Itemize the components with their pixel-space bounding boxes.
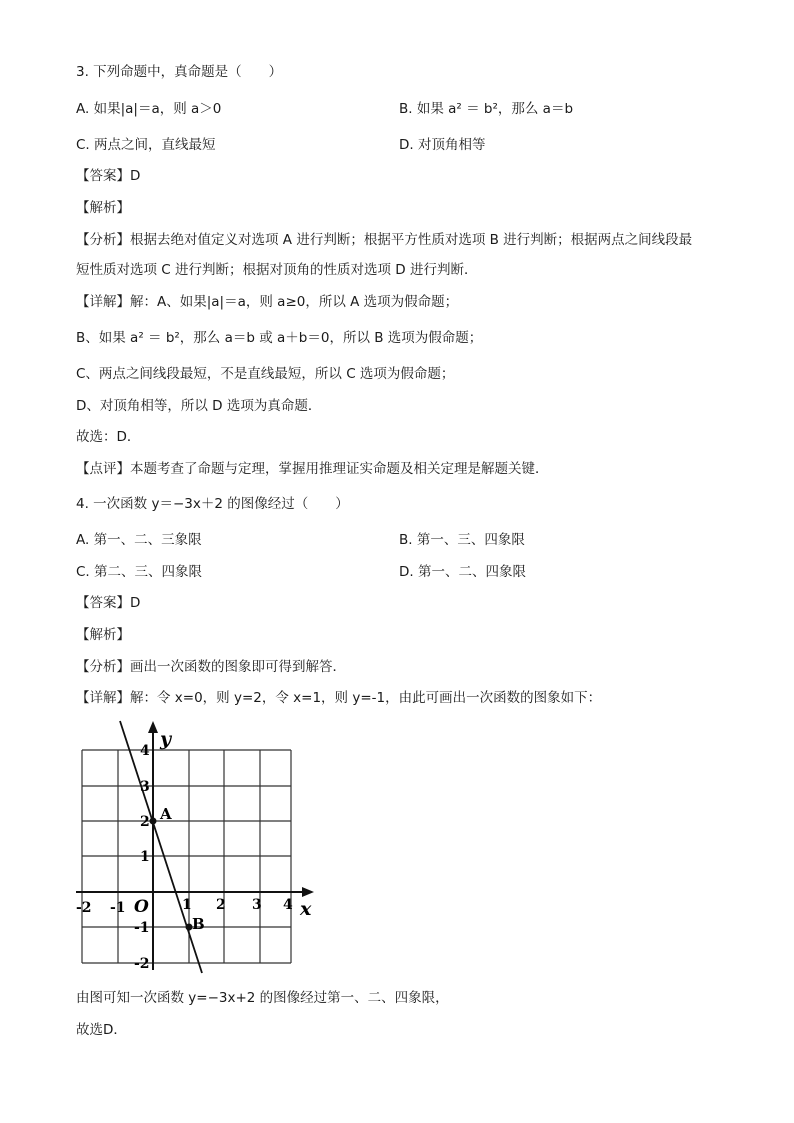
q3-answer: 【答案】D xyxy=(76,168,141,184)
x-axis-label: x xyxy=(300,898,312,920)
function-line xyxy=(120,721,202,973)
q3-option-d: D. 对顶角相等 xyxy=(399,137,486,153)
q4-answer: 【答案】D xyxy=(76,595,141,611)
grid xyxy=(82,750,291,963)
q4-option-d: D. 第一、二、四象限 xyxy=(399,564,526,580)
q4-conclusion: 故选D． xyxy=(76,1022,127,1038)
q4-graph-conclusion: 由图可知一次函数 y=−3x+2 的图像经过第一、二、四象限， xyxy=(76,990,449,1006)
q3-jiexi-heading: 【解析】 xyxy=(76,200,130,216)
origin-label: O xyxy=(134,897,149,917)
x-tick-label: 3 xyxy=(252,897,262,913)
y-tick-label: 2 xyxy=(140,814,150,830)
q3-comment: 【点评】本题考查了命题与定理，掌握用推理证实命题及相关定理是解题关键． xyxy=(76,461,549,477)
y-tick-label: -1 xyxy=(134,920,150,936)
x-axis-arrow xyxy=(302,887,314,897)
q4-analysis: 【分析】画出一次函数的图象即可得到解答． xyxy=(76,659,346,675)
point-a-label: A xyxy=(160,805,172,823)
q3-option-a: A. 如果|a|＝a，则 a＞0 xyxy=(76,101,222,117)
q4-option-c: C. 第二、三、四象限 xyxy=(76,564,203,580)
point-b-label: B xyxy=(192,915,205,933)
y-tick-label: 3 xyxy=(140,779,150,795)
q4-option-b: B. 第一、三、四象限 xyxy=(399,532,525,548)
q3-detail-line-2: B、如果 a² ＝ b²，那么 a＝b 或 a＋b＝0，所以 B 选项为假命题； xyxy=(76,330,483,346)
y-tick-label: 4 xyxy=(140,743,150,759)
x-tick-label: 4 xyxy=(283,897,293,913)
q3-detail-line-1: 【详解】解：A、如果|a|＝a，则 a≥0，所以 A 选项为假命题； xyxy=(76,294,459,310)
x-tick-label: 1 xyxy=(182,897,192,913)
q4-detail: 【详解】解：令 x=0，则 y=2，令 x=1，则 y=-1，由此可画出一次函数的图象如下： xyxy=(76,690,602,706)
x-tick-label: -1 xyxy=(110,900,126,916)
q3-detail-line-4: D、对顶角相等，所以 D 选项为真命题． xyxy=(76,398,322,414)
x-tick-label: 2 xyxy=(216,897,226,913)
y-tick-label: 1 xyxy=(140,849,150,865)
q4-jiexi-heading: 【解析】 xyxy=(76,627,130,643)
q3-option-b: B. 如果 a² ＝ b²，那么 a＝b xyxy=(399,101,574,117)
q3-option-c: C. 两点之间，直线最短 xyxy=(76,137,216,153)
q3-detail-line-3: C、两点之间线段最短，不是直线最短，所以 C 选项为假命题； xyxy=(76,366,455,382)
point-a xyxy=(150,818,157,825)
q4-stem: 4. 一次函数 y＝−3x＋2 的图像经过（ ） xyxy=(76,496,349,512)
y-tick-label: -2 xyxy=(134,956,150,972)
y-axis-label: y xyxy=(160,728,172,750)
q3-analysis-line-2: 短性质对选项 C 进行判断；根据对顶角的性质对选项 D 进行判断． xyxy=(76,262,478,278)
x-tick-label: -2 xyxy=(76,900,92,916)
q3-analysis-line-1: 【分析】根据去绝对值定义对选项 A 进行判断；根据平方性质对选项 B 进行判断；根据两点之间线段最 xyxy=(76,232,693,248)
y-axis-arrow xyxy=(148,721,158,733)
q3-stem: 3. 下列命题中，真命题是（ ） xyxy=(76,64,283,80)
q4-option-a: A. 第一、二、三象限 xyxy=(76,532,202,548)
linear-function-graph xyxy=(74,715,324,975)
q3-conclusion: 故选：D． xyxy=(76,429,141,445)
